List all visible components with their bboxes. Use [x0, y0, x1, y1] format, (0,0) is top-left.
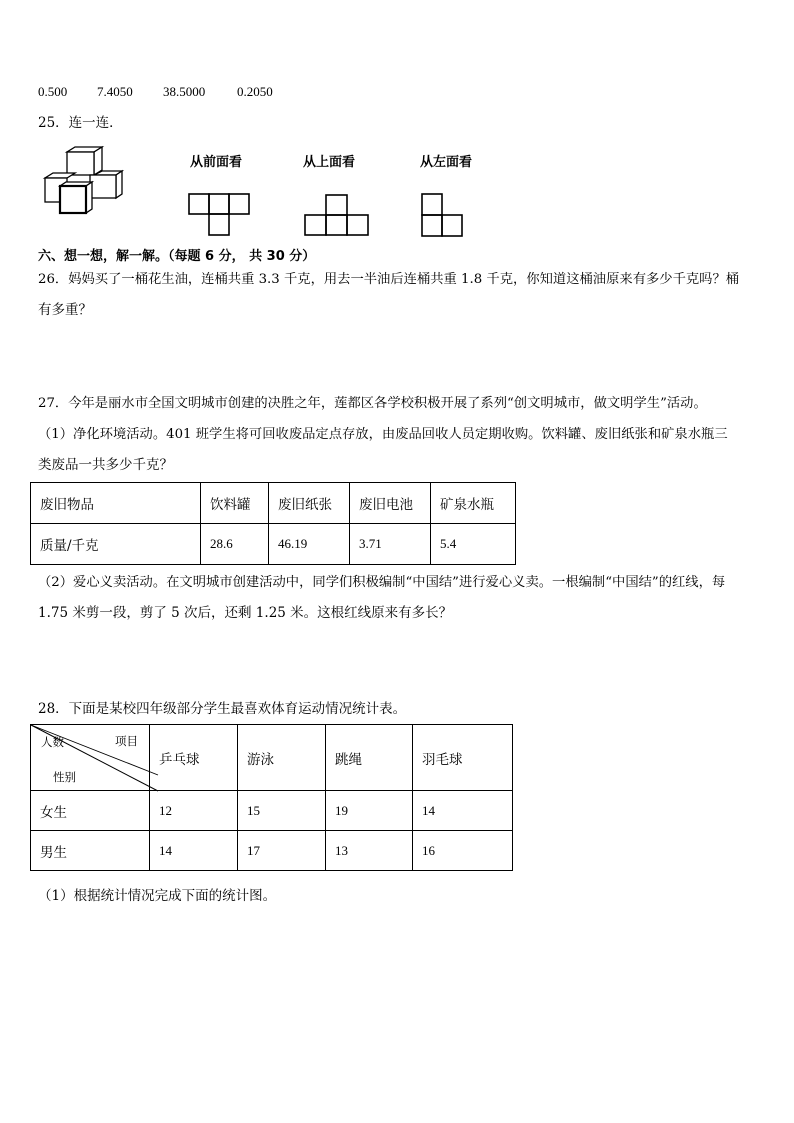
corner-label-count: 人数	[41, 735, 64, 749]
sports-table-header-cell: 羽毛球	[413, 725, 513, 791]
sports-table-row	[31, 831, 513, 871]
q27-part2-line-2: 1.75 米剪一段，剪了 5 次后，还剩 1.25 米。这根红线原来有多长？	[38, 605, 453, 621]
sports-table-row-label: 男生	[31, 831, 150, 871]
q27-part1-line-2: 类废品一共多少千克？	[38, 457, 173, 473]
sports-table-header-cell: 跳绳	[326, 725, 413, 791]
sports-table-cell: 15	[238, 791, 326, 831]
waste-table-cell: 46.19	[269, 524, 350, 565]
waste-table	[30, 482, 516, 565]
waste-table-header-cell: 废旧纸张	[269, 483, 350, 524]
waste-table-cell: 5.4	[431, 524, 516, 565]
number-option-2: 7.4050	[97, 84, 133, 99]
sports-table-cell: 13	[326, 831, 413, 871]
sports-table-header-row	[31, 725, 513, 791]
corner-label-item: 项目	[115, 734, 138, 748]
waste-table-cell: 28.6	[201, 524, 269, 565]
section-6-heading: 六、想一想，解一解。（每题 6 分， 共 30 分）	[38, 249, 316, 264]
sports-table-row	[31, 791, 513, 831]
waste-table-header-row	[31, 483, 516, 524]
q27-part2-line-1: （2）爱心义卖活动。在文明城市创建活动中，同学们积极编制“中国结”进行爱心义卖。一根编制“中国结”的红线，每	[38, 575, 726, 590]
waste-table-row-label: 质量/千克	[31, 524, 201, 565]
sports-table-cell: 19	[326, 791, 413, 831]
sports-table-cell: 17	[238, 831, 326, 871]
q27-line-1: 27．今年是丽水市全国文明城市创建的决胜之年，莲都区各学校积极开展了系列“创文明城市，做文明学生”活动。	[38, 396, 707, 411]
sports-table	[30, 724, 513, 871]
waste-table-header-cell: 废旧电池	[350, 483, 431, 524]
sports-table-header-cell: 游泳	[238, 725, 326, 791]
waste-table-header-cell: 废旧物品	[31, 483, 201, 524]
sports-table-cell: 14	[150, 831, 238, 871]
view-label-left: 从左面看	[420, 155, 473, 170]
sports-table-header-cell: 乒乓球	[150, 725, 238, 791]
waste-table-row	[31, 524, 516, 565]
number-option-1: 0.500	[38, 84, 68, 99]
waste-table-header-cell: 饮料罐	[201, 483, 269, 524]
q28-part1: （1）根据统计情况完成下面的统计图。	[38, 888, 277, 904]
q28-title: 28．下面是某校四年级部分学生最喜欢体育运动情况统计表。	[38, 701, 407, 717]
cube-stack-figure	[40, 146, 126, 216]
sports-table-cell: 14	[413, 791, 513, 831]
waste-table-cell: 3.71	[350, 524, 431, 565]
view-label-top: 从上面看	[303, 155, 356, 170]
left-view-figure	[421, 193, 465, 239]
top-view-figure	[304, 194, 372, 238]
q26-line-1: 26．妈妈买了一桶花生油，连桶共重 3.3 千克，用去一半油后连桶共重 1.8 千克，你知道这桶油原来有多少千克吗？桶	[38, 272, 740, 287]
corner-label-gender: 性别	[53, 770, 76, 784]
q25-title: 25．连一连．	[38, 115, 123, 131]
sports-table-corner-cell	[31, 725, 150, 791]
front-view-figure	[188, 193, 252, 237]
view-label-front: 从前面看	[190, 155, 243, 170]
sports-table-cell: 12	[150, 791, 238, 831]
q26-line-2: 有多重？	[38, 302, 92, 318]
sports-table-cell: 16	[413, 831, 513, 871]
waste-table-header-cell: 矿泉水瓶	[431, 483, 516, 524]
sports-table-row-label: 女生	[31, 791, 150, 831]
number-option-3: 38.5000	[163, 84, 206, 99]
q27-part1-line-1: （1）净化环境活动。401 班学生将可回收废品定点存放，由废品回收人员定期收购。饮料罐、废旧纸张和矿泉水瓶三	[38, 427, 728, 442]
number-option-4: 0.2050	[237, 84, 273, 99]
